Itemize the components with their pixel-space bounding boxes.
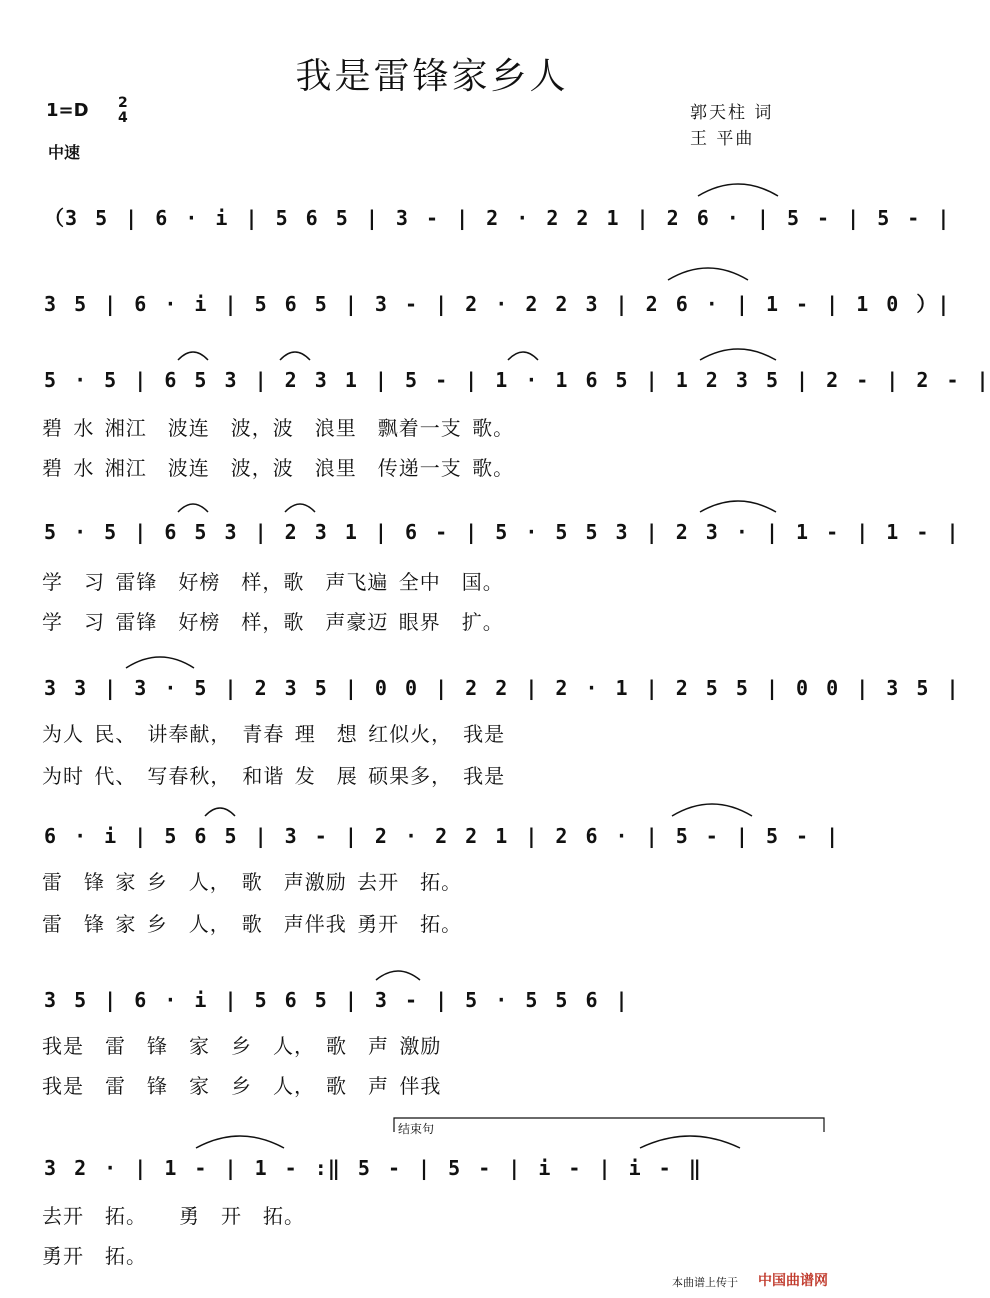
slur-row-1 <box>698 184 778 196</box>
lyric-row-5-verse-2: 为时 代、 写春秋， 和谐 发 展 硕果多， 我是 <box>42 764 506 788</box>
lyricist-credit: 郭天柱 词 <box>690 103 774 123</box>
notation-row-7: 3 5 | 6 · i | 5 6 5 | 3 - | 5 · 5 5 6 | <box>44 988 629 1012</box>
slur-row-3b <box>280 352 310 360</box>
lyric-row-3-verse-1: 碧 水 湘江 波连 波，波 浪里 飘着一支 歌。 <box>42 416 515 440</box>
lyric-row-7-verse-1: 我是 雷 锋 家 乡 人， 歌 声 激励 <box>42 1034 442 1058</box>
site-logo: 中国曲谱网 <box>758 1273 828 1289</box>
time-signature-bottom: 4 <box>118 110 128 126</box>
slur-row-4a <box>178 504 208 512</box>
slur-row-8a <box>196 1136 284 1148</box>
slur-row-4c <box>700 501 776 512</box>
notation-row-6: 6 · i | 5 6 5 | 3 - | 2 · 2 2 1 | 2 6 · | 5 - | 5 - | <box>44 824 840 848</box>
notation-row-8: 3 2 · | 1 - | 1 - :‖ 5 - | 5 - | i - | i - ‖ <box>44 1156 702 1180</box>
slur-row-2 <box>668 268 748 280</box>
lyric-row-4-verse-1: 学 习 雷锋 好榜 样，歌 声飞遍 全中 国。 <box>42 570 504 594</box>
slur-row-6b <box>672 804 752 816</box>
ending-bracket <box>394 1118 824 1132</box>
slur-row-3a <box>178 352 208 360</box>
lyric-row-8-verse-2: 勇开 拓。 <box>42 1244 147 1268</box>
notation-row-1: （3 5 | 6 · i | 5 6 5 | 3 - | 2 · 2 2 1 | 2 6 · | 5 - | 5 - | <box>44 206 951 230</box>
lyric-row-6-verse-2: 雷 锋 家 乡 人， 歌 声伴我 勇开 拓。 <box>42 912 463 936</box>
notation-row-3: 5 · 5 | 6 5 3 | 2 3 1 | 5 - | 1 · 1 6 5 | 1 2 3 5 | 2 - | 2 - | <box>44 368 990 392</box>
slur-row-4b <box>285 504 315 512</box>
notation-row-5: 3 3 | 3 · 5 | 2 3 5 | 0 0 | 2 2 | 2 · 1 | 2 5 5 | 0 0 | 3 5 | <box>44 676 960 700</box>
time-signature-top: 2 <box>118 95 128 111</box>
page-title: 我是雷锋家乡人 <box>295 56 569 97</box>
ending-label: 结束句 <box>398 1122 435 1136</box>
lyric-row-5-verse-1: 为人 民、 讲奉献， 青春 理 想 红似火， 我是 <box>42 722 506 746</box>
lyric-row-3-verse-2: 碧 水 湘江 波连 波，波 浪里 传递一支 歌。 <box>42 456 515 480</box>
lyric-row-7-verse-2: 我是 雷 锋 家 乡 人， 歌 声 伴我 <box>42 1074 442 1098</box>
lyric-row-6-verse-1: 雷 锋 家 乡 人， 歌 声激励 去开 拓。 <box>42 870 463 894</box>
lyric-row-4-verse-2: 学 习 雷锋 好榜 样，歌 声豪迈 眼界 扩。 <box>42 610 504 634</box>
tempo-marking: 中速 <box>48 143 81 162</box>
slur-row-3c <box>508 352 538 360</box>
notation-row-2: 3 5 | 6 · i | 5 6 5 | 3 - | 2 · 2 2 3 | 2 6 · | 1 - | 1 0 ）| <box>44 292 951 316</box>
upload-credit: 本曲谱上传于 <box>672 1276 738 1289</box>
slur-row-7 <box>376 971 420 980</box>
slur-row-3d <box>700 349 776 360</box>
lyric-row-8-verse-1: 去开 拓。 勇 开 拓。 <box>42 1204 305 1228</box>
slur-row-8b <box>640 1136 740 1148</box>
composer-credit: 王 平曲 <box>690 129 755 149</box>
key-signature: 1=D <box>46 100 89 121</box>
slur-row-6a <box>205 808 235 816</box>
notation-row-4: 5 · 5 | 6 5 3 | 2 3 1 | 6 - | 5 · 5 5 3 | 2 3 · | 1 - | 1 - | <box>44 520 960 544</box>
slur-row-5 <box>126 657 194 668</box>
